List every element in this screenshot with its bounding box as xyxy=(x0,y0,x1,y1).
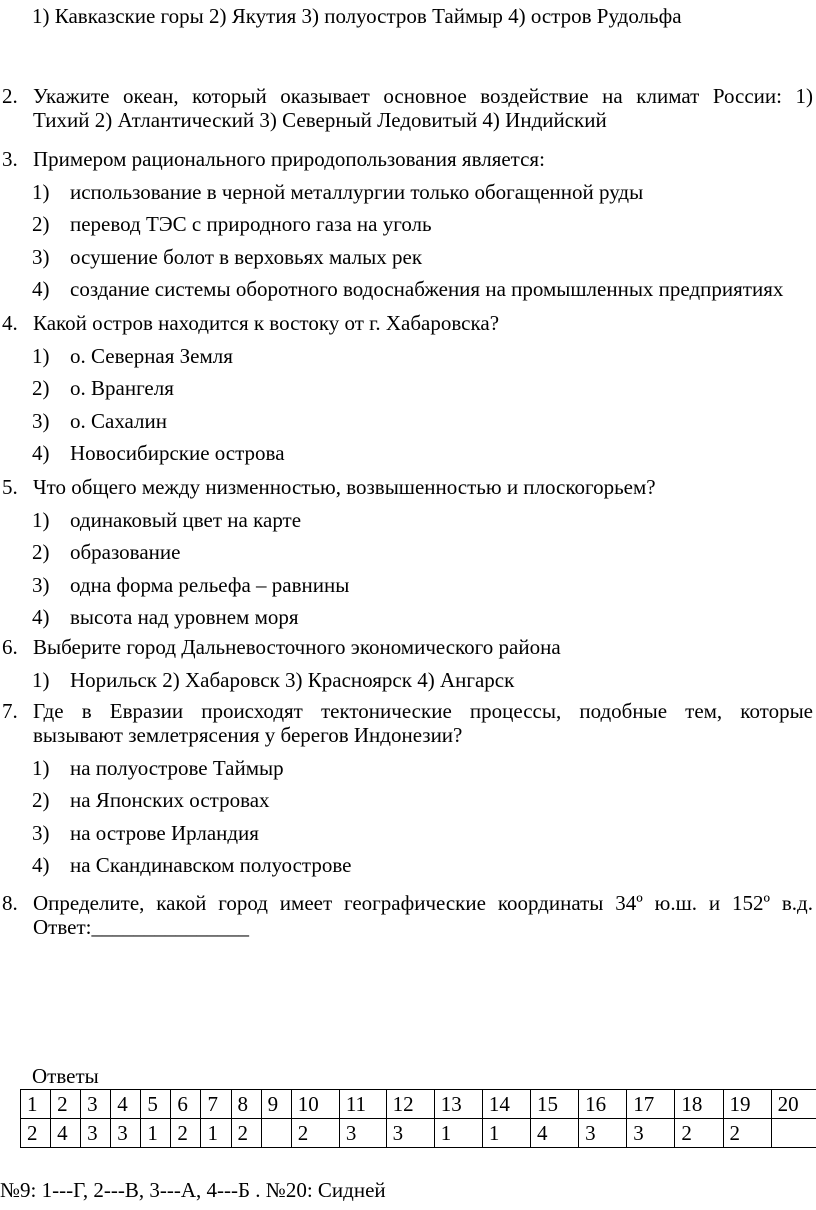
answer-number-cell: 9 xyxy=(261,1090,291,1119)
option-text: осушение болот в верховьях малых рек xyxy=(70,244,423,269)
option-text: перевод ТЭС с природного газа на уголь xyxy=(70,212,432,236)
question-text-line: Ответ:_______________ xyxy=(33,915,249,939)
answer-number-cell: 20 xyxy=(771,1090,816,1119)
question-text-line: Примером рационального природопользования является: xyxy=(33,147,545,171)
answer-number-cell: 15 xyxy=(531,1090,579,1119)
question-text-line: Выберите город Дальневосточного экономического района xyxy=(33,635,561,659)
answer-number-cell: 14 xyxy=(482,1090,530,1119)
question-number: 3. xyxy=(2,147,18,171)
question-text-line: вызывают землетрясения у берегов Индонезии? xyxy=(33,723,463,747)
option-text: на Скандинавском полуострове xyxy=(70,853,352,877)
answer-number-cell: 6 xyxy=(171,1090,201,1119)
option-text: одинаковый цвет на карте xyxy=(70,507,302,532)
question-number: 4. xyxy=(2,311,18,335)
answer-value-cell: 3 xyxy=(627,1119,675,1148)
option-text: Новосибирские острова xyxy=(70,441,285,465)
option-number: 4) xyxy=(32,277,50,301)
option-number: 3) xyxy=(32,408,50,433)
question-text-line: Определите, какой город имеет географические координаты 34º ю.ш. и 152º в.д. xyxy=(33,891,813,915)
answer-value-cell: 4 xyxy=(531,1119,579,1148)
answer-number-cell: 3 xyxy=(81,1090,111,1119)
answer-number-cell: 11 xyxy=(339,1090,386,1119)
question-number: 2. xyxy=(2,84,18,108)
answer-value-cell: 3 xyxy=(579,1119,627,1148)
answer-value-cell: 3 xyxy=(111,1119,141,1148)
answer-value-cell: 2 xyxy=(21,1119,51,1148)
question-number: 7. xyxy=(2,699,18,723)
answer-value-cell xyxy=(261,1119,291,1148)
option-text: о. Северная Земля xyxy=(70,343,233,368)
option-number: 4) xyxy=(32,605,50,629)
answer-number-cell: 17 xyxy=(627,1090,675,1119)
option-text: высота над уровнем моря xyxy=(70,605,299,629)
answer-value-cell: 2 xyxy=(675,1119,723,1148)
footer-note: №9: 1---Г, 2---В, 3---А, 4---Б . №20: Сидней xyxy=(0,1178,386,1202)
option-text: Норильск 2) Хабаровск 3) Красноярск 4) Ангарск xyxy=(70,667,515,692)
option-text: о. Врангеля xyxy=(70,376,174,400)
option-number: 2) xyxy=(32,376,50,400)
option-number: 2) xyxy=(32,788,50,812)
answer-number-cell: 18 xyxy=(675,1090,723,1119)
question-text-line: Что общего между низменностью, возвышенностью и плоскогорьем? xyxy=(33,475,656,499)
question-number: 6. xyxy=(2,635,18,659)
option-text: на острове Ирландия xyxy=(70,820,259,845)
answer-number-cell: 1 xyxy=(21,1090,51,1119)
question-text-line: Укажите океан, который оказывает основное воздействие на климат России: 1) xyxy=(33,84,813,108)
answer-number-cell: 5 xyxy=(141,1090,171,1119)
question-text-line: Какой остров находится к востоку от г. Хабаровска? xyxy=(33,311,500,335)
question-number: 5. xyxy=(2,475,18,499)
option-number: 2) xyxy=(32,212,50,236)
question-1-options: 1) Кавказские горы 2) Якутия 3) полуостров Таймыр 4) остров Рудольфа xyxy=(32,4,682,28)
answer-value-cell: 2 xyxy=(231,1119,261,1148)
answer-number-cell: 19 xyxy=(723,1090,771,1119)
answer-value-cell: 1 xyxy=(434,1119,482,1148)
option-text: на Японских островах xyxy=(70,788,270,812)
answer-value-cell: 1 xyxy=(201,1119,231,1148)
answer-number-cell: 16 xyxy=(579,1090,627,1119)
answer-number-cell: 2 xyxy=(51,1090,81,1119)
option-number: 2) xyxy=(32,540,50,564)
option-text: создание системы оборотного водоснабжения на промышленных предприятиях xyxy=(70,277,784,301)
answer-number-cell: 12 xyxy=(386,1090,434,1119)
answer-number-cell: 8 xyxy=(231,1090,261,1119)
option-number: 3) xyxy=(32,572,50,597)
option-number: 1) xyxy=(32,667,50,692)
option-number: 1) xyxy=(32,507,50,532)
option-number: 3) xyxy=(32,820,50,845)
question-text-line: Тихий 2) Атлантический 3) Северный Ледовитый 4) Индийский xyxy=(33,108,607,132)
option-number: 3) xyxy=(32,244,50,269)
option-text: использование в черной металлургии только обогащенной руды xyxy=(70,179,644,204)
answers-table xyxy=(20,1089,816,1148)
answer-number-cell: 13 xyxy=(434,1090,482,1119)
answer-value-cell: 4 xyxy=(51,1119,81,1148)
answer-value-cell: 3 xyxy=(386,1119,434,1148)
answer-value-cell: 2 xyxy=(291,1119,339,1148)
answer-value-cell: 2 xyxy=(723,1119,771,1148)
option-number: 1) xyxy=(32,179,50,204)
option-number: 1) xyxy=(32,755,50,780)
option-text: на полуострове Таймыр xyxy=(70,755,284,780)
answer-number-cell: 4 xyxy=(111,1090,141,1119)
answers-table-answers-row xyxy=(21,1119,816,1148)
question-number: 8. xyxy=(2,891,18,915)
option-text: одна форма рельефа – равнины xyxy=(70,572,350,597)
option-text: о. Сахалин xyxy=(70,408,168,433)
answers-title: Ответы xyxy=(32,1064,99,1088)
answer-value-cell: 1 xyxy=(141,1119,171,1148)
answer-value-cell: 3 xyxy=(339,1119,386,1148)
answer-value-cell: 3 xyxy=(81,1119,111,1148)
answer-number-cell: 7 xyxy=(201,1090,231,1119)
answer-value-cell: 1 xyxy=(482,1119,530,1148)
option-number: 1) xyxy=(32,343,50,368)
answer-value-cell xyxy=(771,1119,816,1148)
answer-value-cell: 2 xyxy=(171,1119,201,1148)
option-text: образование xyxy=(70,540,181,564)
answers-table-numbers-row xyxy=(21,1090,816,1119)
option-number: 4) xyxy=(32,441,50,465)
option-number: 4) xyxy=(32,853,50,877)
question-text-line: Где в Евразии происходят тектонические процессы, подобные тем, которые xyxy=(33,699,813,723)
answer-number-cell: 10 xyxy=(291,1090,339,1119)
